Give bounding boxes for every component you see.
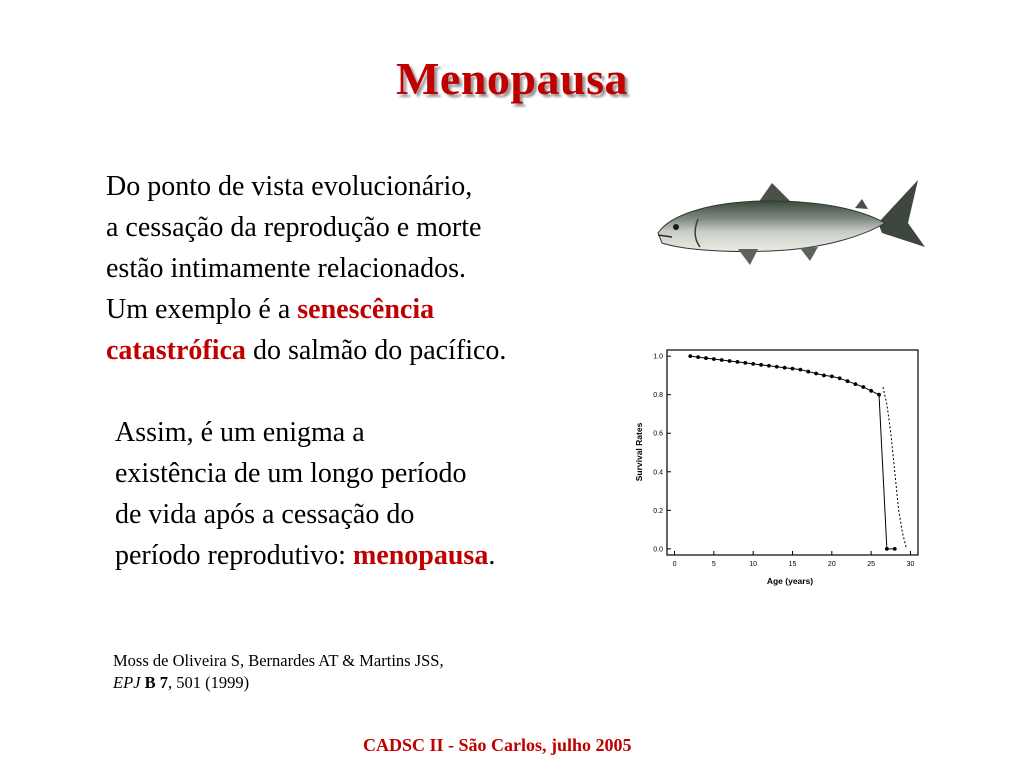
- series-line-fit: [883, 387, 907, 549]
- data-point: [838, 376, 842, 380]
- y-tick-label: 0.8: [653, 392, 663, 400]
- data-point: [704, 356, 708, 360]
- data-point: [696, 355, 700, 359]
- salmon-image: [650, 175, 930, 275]
- para2-line-3: de vida após a cessação do: [115, 499, 415, 530]
- data-point: [783, 366, 787, 370]
- data-point: [877, 393, 881, 397]
- x-tick-label: 30: [906, 561, 915, 568]
- chart-points: [688, 354, 896, 551]
- reference-volume: B 7: [144, 673, 168, 692]
- data-point: [728, 359, 732, 363]
- x-tick-label: 20: [827, 561, 836, 568]
- highlight-senescencia: senescência: [297, 294, 435, 325]
- y-tick-label: 0.0: [653, 546, 663, 554]
- data-point: [893, 547, 897, 551]
- slide-footer: CADSC II - São Carlos, julho 2005: [363, 735, 632, 755]
- y-axis-ticks: [653, 354, 671, 554]
- paragraph-senescence: [106, 166, 626, 371]
- data-point: [688, 354, 692, 358]
- para2-line-4-text: período reprodutivo:: [115, 540, 353, 571]
- x-tick-label: 5: [711, 561, 716, 568]
- para1-line-5-text: do salmão do pacífico.: [245, 335, 507, 366]
- x-axis-ticks: [673, 551, 915, 568]
- data-point: [861, 385, 865, 389]
- data-point: [759, 363, 763, 367]
- data-point: [743, 361, 747, 365]
- x-tick-label: 0: [672, 561, 677, 568]
- highlight-menopausa: menopausa: [352, 540, 489, 571]
- data-point: [767, 364, 771, 368]
- chart-frame: [667, 350, 918, 555]
- data-point: [822, 374, 826, 378]
- y-tick-label: 1.0: [653, 353, 663, 361]
- reference-pages: , 501 (1999): [168, 673, 250, 692]
- data-point: [885, 547, 889, 551]
- survival-chart: [630, 340, 930, 595]
- para2-line-4-end: .: [488, 540, 496, 571]
- x-axis-label: Age (years): [766, 576, 814, 586]
- slide-title: Menopausa: [396, 53, 628, 104]
- x-tick-label: 10: [749, 561, 758, 568]
- x-tick-label: 25: [867, 561, 876, 568]
- para1-line-4-text: Um exemplo é a: [106, 294, 298, 325]
- data-point: [775, 365, 779, 369]
- y-axis-label: Survival Rates: [634, 422, 644, 482]
- data-point: [712, 357, 716, 361]
- y-tick-label: 0.6: [653, 430, 663, 438]
- reference-authors: Moss de Oliveira S, Bernardes AT & Martins JSS,: [113, 651, 444, 670]
- data-point: [806, 370, 810, 374]
- data-point: [751, 362, 755, 366]
- reference-citation: [113, 650, 444, 694]
- para2-line-2: existência de um longo período: [115, 458, 467, 489]
- y-tick-label: 0.2: [653, 507, 663, 515]
- data-point: [720, 358, 724, 362]
- para1-line-3: estão intimamente relacionados.: [106, 253, 466, 284]
- para2-line-1: Assim, é um enigma a: [115, 417, 365, 448]
- data-point: [830, 374, 834, 378]
- chart-series: [690, 356, 906, 549]
- data-point: [798, 368, 802, 372]
- data-point: [814, 372, 818, 376]
- para1-line-1: Do ponto de vista evolucionário,: [106, 171, 473, 202]
- x-tick-label: 15: [788, 561, 797, 568]
- data-point: [869, 389, 873, 393]
- reference-journal: EPJ: [113, 673, 141, 692]
- data-point: [854, 382, 858, 386]
- y-tick-label: 0.4: [653, 469, 663, 477]
- para1-line-2: a cessação da reprodução e morte: [106, 212, 482, 243]
- series-line-simulation: [690, 356, 894, 549]
- highlight-catastrofica: catastrófica: [106, 335, 246, 366]
- data-point: [846, 379, 850, 383]
- data-point: [736, 360, 740, 364]
- paragraph-menopause: [115, 412, 635, 576]
- data-point: [791, 367, 795, 371]
